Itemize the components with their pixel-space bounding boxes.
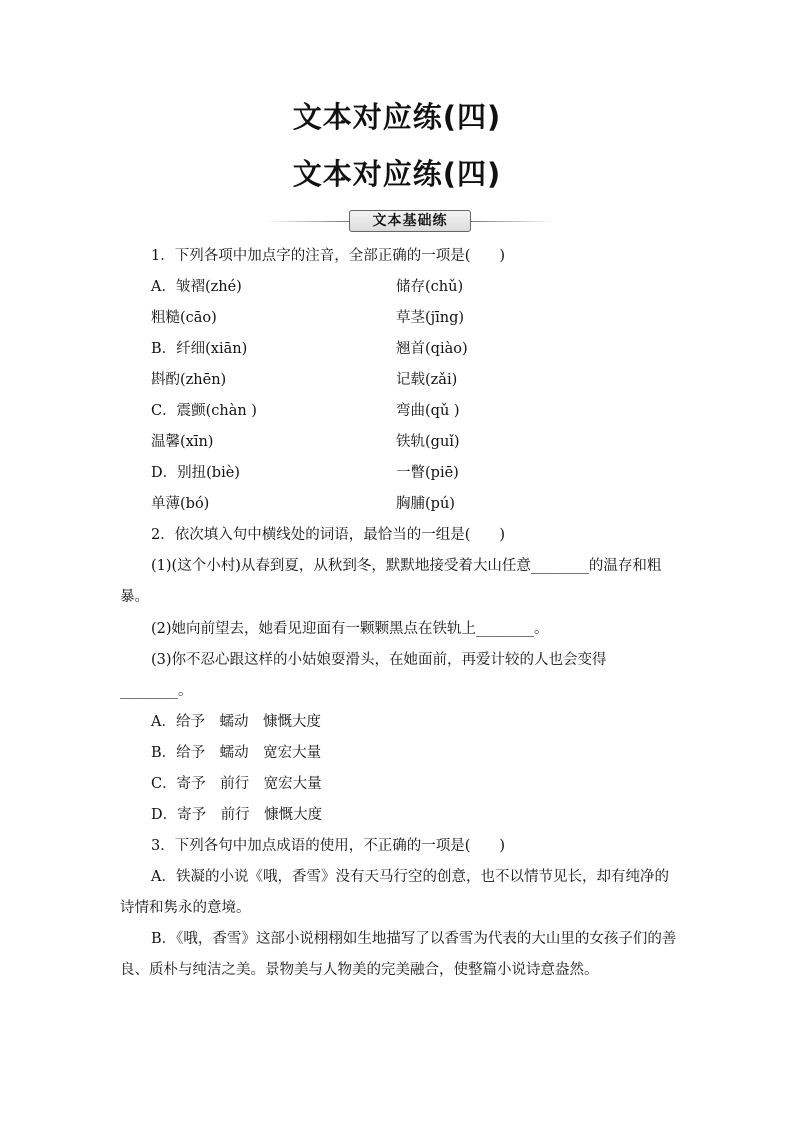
q1-option-b-word-1: B．纤细(xiān) (151, 341, 248, 357)
q2-option-d: D．寄予 前行 慷慨大度 (151, 807, 323, 823)
q1-option-c-word-4: 铁轨(guǐ) (396, 434, 460, 450)
q2-option-c: C．寄予 前行 宽宏大量 (151, 776, 322, 792)
q2-option-a: A．给予 蠕动 慷慨大度 (151, 714, 321, 730)
question-2-stem: 2．依次填入句中横线处的词语，最恰当的一组是( ) (151, 527, 506, 543)
q1-option-d-word-4: 胸脯(pú) (396, 496, 455, 512)
q1-option-c-word-3: 温馨(xīn) (151, 434, 214, 450)
banner-divider-right (470, 221, 555, 222)
q1-option-d-word-1: D．别扭(biè) (151, 465, 240, 481)
q2-sentence-1: (1)(这个小村)从春到夏，从秋到冬，默默地接受着大山任意________的温存和粗暴。 (120, 558, 662, 605)
q1-option-c-word-2: 弯曲(qǔ ) (396, 403, 460, 419)
q2-sentence-3: (3)你不忍心跟这样的小姑娘耍滑头，在她面前，再爱计较的人也会变得________。 (120, 652, 607, 699)
q3-option-b: B．《哦，香雪》这部小说栩栩如生地描写了以香雪为代表的大山里的女孩子们的善良、质朴与纯洁之美。景物美与人物美的完美融合，使整篇小说诗意盎然。 (120, 931, 677, 978)
q1-option-d-word-3: 单薄(bó) (151, 496, 210, 512)
q2-sentence-2: (2)她向前望去，她看见迎面有一颗颗黑点在铁轨上________。 (151, 621, 549, 637)
q1-option-a-word-4: 草茎(jīng) (396, 310, 465, 326)
q2-option-b: B．给予 蠕动 宽宏大量 (151, 745, 322, 761)
q1-option-a-word-2: 储存(chǔ) (396, 279, 464, 295)
page-subtitle: 文本对应练(四) (292, 157, 502, 191)
q1-option-b-word-3: 斟酌(zhēn) (151, 372, 227, 388)
page-title: 文本对应练(四) (292, 100, 502, 134)
q1-option-b-word-4: 记载(zǎi) (396, 372, 458, 388)
q3-option-a: A．铁凝的小说《哦，香雪》没有天马行空的创意，也不以情节见长，却有纯净的诗情和隽永的意境。 (120, 869, 669, 916)
q1-option-c-word-1: C．震颤(chàn ) (151, 403, 257, 419)
q1-option-b-word-2: 翘首(qiào) (396, 341, 468, 357)
section-banner (265, 209, 555, 233)
question-1-stem: 1．下列各项中加点字的注音，全部正确的一项是( ) (151, 248, 506, 264)
question-3-stem: 3．下列各句中加点成语的使用，不正确的一项是( ) (151, 838, 506, 854)
banner-divider-left (265, 221, 350, 222)
section-banner-label: 文本基础练 (349, 210, 471, 232)
q1-option-a-word-1: A．皱褶(zhé) (151, 279, 242, 295)
q1-option-a-word-3: 粗糙(cāo) (151, 310, 217, 326)
q1-option-d-word-2: 一瞥(piē) (396, 465, 459, 481)
